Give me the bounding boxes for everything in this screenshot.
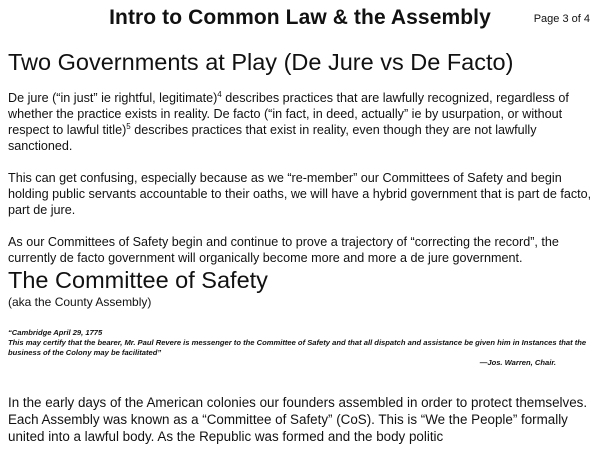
footnote-ref-4[interactable]: 4 bbox=[217, 89, 222, 99]
document-body bbox=[8, 48, 596, 445]
footnote-ref-5[interactable]: 5 bbox=[126, 121, 131, 131]
paragraph-hybrid-government: This can get confusing, especially because as we “re-member” our Committees of Safety and begin holding public servants accountable to their oaths, we will have a hybrid government that is part de facto, part de jure. bbox=[8, 171, 592, 217]
page-number: Page 3 of 4 bbox=[533, 13, 590, 25]
para-text: De jure (“in just” ie rightful, legitimate) bbox=[8, 91, 218, 105]
quote-signature: —Jos. Warren, Chair. bbox=[479, 358, 556, 367]
paragraph-de-jure-de-facto bbox=[8, 90, 596, 154]
document-title: Intro to Common Law & the Assembly bbox=[109, 6, 491, 29]
paragraph-correcting-record: As our Committees of Safety begin and continue to prove a trajectory of “correcting the record”, the currently de facto government will organically become more and more a de jure government. bbox=[8, 235, 559, 265]
para-text: describes practices that are lawfully recognized, regardless of whether the practice exists in reality. De facto (“in fact, in deed, actually” ie by usurpation, or without respect to lawful title) bbox=[8, 91, 569, 137]
para-text: describes practices that exist in reality, even though they are not lawfully sanctioned. bbox=[8, 123, 537, 153]
section-subtitle: (aka the County Assembly) bbox=[8, 295, 152, 309]
section-heading-committee-of-safety: The Committee of Safety bbox=[8, 267, 268, 293]
quote-body: This may certify that the bearer, Mr. Paul Revere is messenger to the Committee of Safety and that all dispatch and assistance be given him in Instances that the business of the Colony may be facilitated” bbox=[8, 338, 587, 357]
quote-date: “Cambridge April 29, 1775 bbox=[8, 328, 103, 337]
historical-quote bbox=[8, 328, 596, 368]
section-heading-two-governments: Two Governments at Play (De Jure vs De Facto) bbox=[8, 49, 514, 75]
page-header bbox=[0, 4, 600, 32]
paragraph-early-colonies: In the early days of the American colonies our founders assembled in order to protect themselves. Each Assembly was known as a “Committee of Safety” (CoS). This is “We the People” formally united into a lawful body. As the Republic was formed and the body politic bbox=[8, 395, 588, 444]
